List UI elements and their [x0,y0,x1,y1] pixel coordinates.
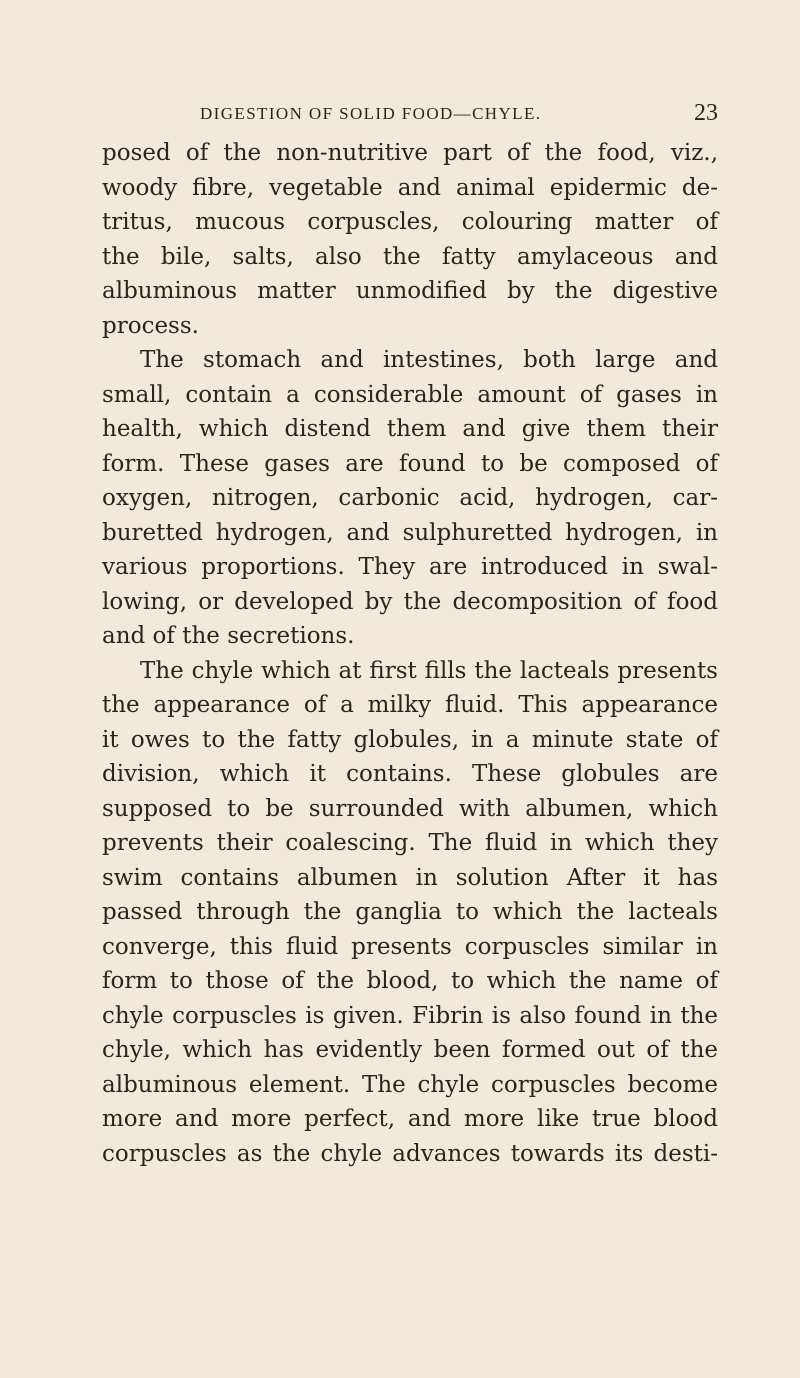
text-line: chyle, which has evidently been formed out of the [102,1037,718,1063]
text-line: passed through the ganglia to which the lacteals [102,899,718,925]
running-head [100,100,718,128]
text-line: more and more perfect, and more like true blood [102,1106,718,1132]
text-line: woody fibre, vegetable and animal epidermic de- [102,174,718,201]
text-line: it owes to the fatty globules, in a minute state of [102,726,718,753]
text-line: small, contain a considerable amount of gases in [102,381,718,408]
text-line: buretted hydrogen, and sulphuretted hydrogen, in [102,519,718,546]
text-line: The chyle which at first fills the lacteals presents [140,657,718,684]
text-line: form. These gases are found to be composed of [102,450,718,477]
page-number: 23 [694,100,718,126]
text-line: swim contains albumen in solution After it has [102,864,718,891]
text-line: lowing, or developed by the decomposition of food [102,588,718,615]
text-line: the appearance of a milky fluid. This appearance [102,692,718,718]
text-line: the bile, salts, also the fatty amylaceous and [102,243,718,270]
text-line: and of the secretions. [102,623,355,649]
text-line: converge, this fluid presents corpuscles similar in [102,933,718,960]
running-title: DIGESTION OF SOLID FOOD—CHYLE. [200,104,542,123]
text-line: albuminous element. The chyle corpuscles become [102,1071,718,1098]
text-line: corpuscles as the chyle advances towards its desti- [102,1140,718,1167]
text-line: The stomach and intestines, both large and [140,347,718,373]
text-line: prevents their coalescing. The fluid in which they [102,830,718,856]
text-line: albuminous matter unmodified by the digestive [102,278,718,304]
text-line: tritus, mucous corpuscles, colouring matter of [102,209,718,235]
text-line: posed of the non-nutritive part of the food, viz., [102,140,718,166]
text-line: supposed to be surrounded with albumen, which [102,795,718,822]
text-line: process. [102,312,199,339]
text-line: various proportions. They are introduced in swal- [102,554,718,580]
text-line: form to those of the blood, to which the name of [102,968,718,994]
text-line: chyle corpuscles is given. Fibrin is also found in the [102,1002,718,1029]
text-line: oxygen, nitrogen, carbonic acid, hydrogen, car- [102,485,718,511]
body-text [102,136,718,1171]
text-line: division, which it contains. These globules are [102,761,718,787]
text-line: health, which distend them and give them their [102,416,718,442]
